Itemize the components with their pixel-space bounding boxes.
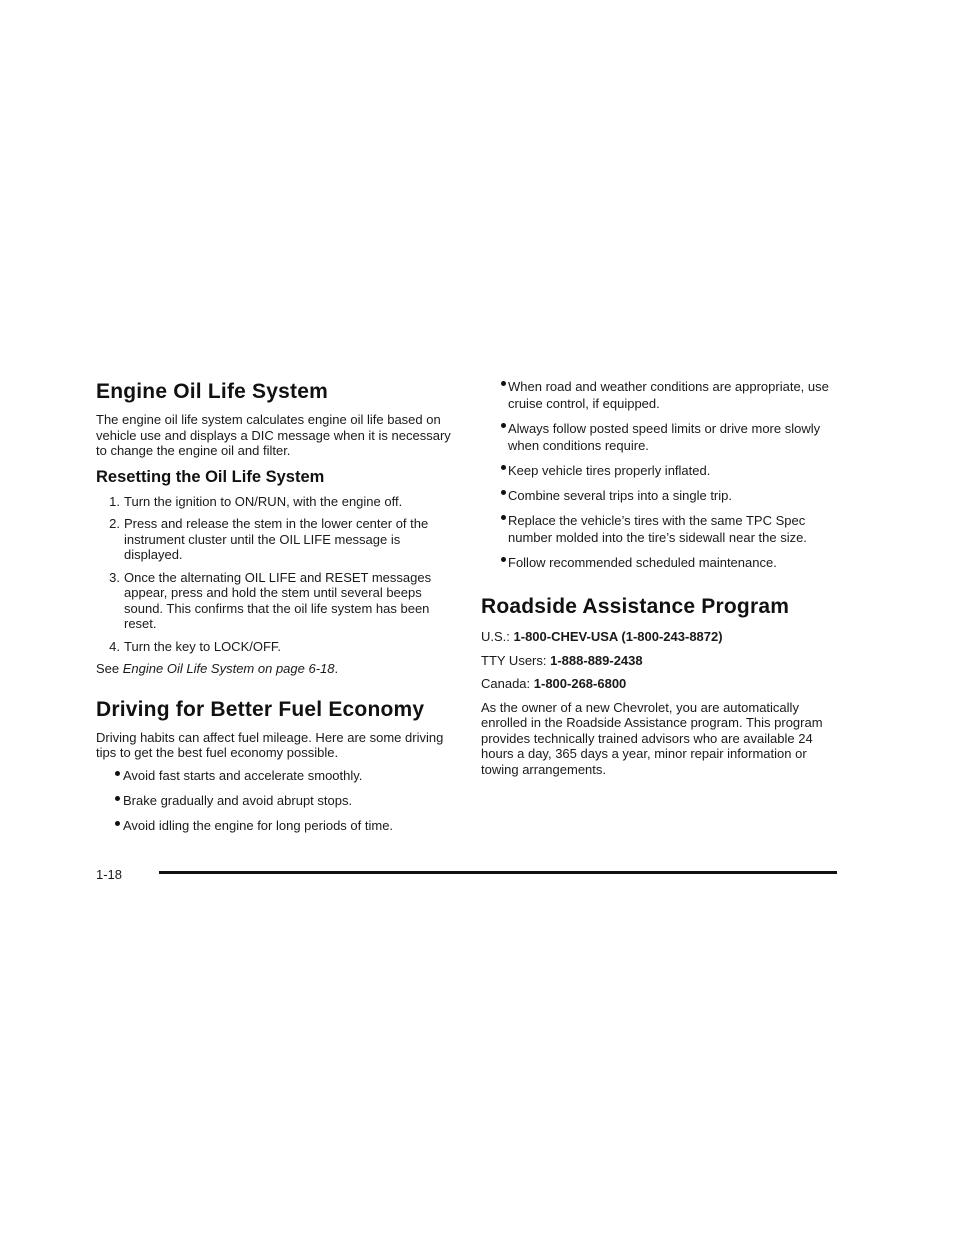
- reset-step: [96, 570, 461, 632]
- see-suffix: .: [334, 661, 339, 676]
- us-label: U.S.:: [481, 629, 514, 644]
- list-item: Avoid fast starts and accelerate smoothly.: [96, 767, 461, 784]
- step-text: Press and release the stem in the lower center of the instrument cluster until the OIL LIFE message is displayed.: [124, 516, 429, 562]
- canada-label: Canada:: [481, 676, 534, 691]
- left-column: [96, 378, 461, 842]
- step-text: Once the alternating OIL LIFE and RESET messages appear, press and hold the stem until several beeps sound. This confirms that the oil life system has been reset.: [124, 569, 432, 631]
- reset-step: [96, 516, 461, 563]
- page-footer: [96, 862, 837, 882]
- step-text: Turn the ignition to ON/RUN, with the engine off.: [124, 493, 403, 509]
- list-item: Always follow posted speed limits or drive more slowly when conditions require.: [481, 420, 846, 454]
- fuel-economy-description: Driving habits can affect fuel mileage. Here are some driving tips to get the best fuel economy possible.: [96, 729, 444, 760]
- see-reference: [96, 661, 461, 677]
- list-item: Follow recommended scheduled maintenance.: [481, 554, 846, 571]
- canada-phone-line: [481, 676, 846, 692]
- heading-engine-oil-life-system: Engine Oil Life System: [96, 380, 328, 403]
- step-number: 2.: [109, 516, 120, 531]
- list-item: Brake gradually and avoid abrupt stops.: [96, 792, 461, 809]
- us-phone-line: [481, 629, 846, 645]
- list-item: Avoid idling the engine for long periods of time.: [96, 817, 461, 834]
- see-prefix: See: [96, 661, 123, 676]
- tty-phone-number: 1-888-889-2438: [550, 652, 643, 668]
- reset-steps-list: [96, 494, 461, 655]
- heading-fuel-economy: Driving for Better Fuel Economy: [96, 697, 425, 721]
- step-number: 3.: [109, 569, 120, 585]
- list-item: Combine several trips into a single trip.: [481, 487, 846, 504]
- fuel-tips-list-continued: [481, 378, 846, 571]
- footer-rule: [159, 871, 837, 874]
- list-item: Keep vehicle tires properly inflated.: [481, 462, 846, 479]
- roadside-description: As the owner of a new Chevrolet, you are automatically enrolled in the Roadside Assistance program. This program provides technically trained advisors who are available 24 hours a day, 365 days a year, minor repair information or towing arrangements.: [481, 699, 823, 777]
- step-text: Turn the key to LOCK/OFF.: [124, 638, 282, 654]
- right-column: [481, 378, 846, 777]
- list-item: When road and weather conditions are appropriate, use cruise control, if equipped.: [481, 378, 846, 412]
- fuel-tips-list: [96, 767, 461, 834]
- tty-phone-line: [481, 653, 846, 669]
- cross-reference-link[interactable]: Engine Oil Life System on page 6-18: [122, 661, 335, 676]
- oil-life-description: The engine oil life system calculates engine oil life based on vehicle use and displays a DIC message when it is necessary to change the engine oil and filter.: [96, 412, 451, 458]
- step-number: 1.: [109, 493, 120, 509]
- canada-phone-number: 1-800-268-6800: [533, 676, 627, 691]
- heading-roadside-assistance: Roadside Assistance Program: [481, 595, 790, 618]
- tty-label: TTY Users:: [481, 652, 551, 668]
- list-item: Replace the vehicle’s tires with the same TPC Spec number molded into the tire’s sidewall near the size.: [481, 512, 846, 546]
- heading-resetting-oil-life: Resetting the Oil Life System: [96, 467, 325, 486]
- reset-step: [96, 494, 461, 510]
- step-number: 4.: [109, 638, 120, 654]
- reset-step: [96, 639, 461, 655]
- page-number: 1-18: [96, 867, 123, 882]
- us-phone-number: 1-800-CHEV-USA (1-800-243-8872): [513, 629, 723, 644]
